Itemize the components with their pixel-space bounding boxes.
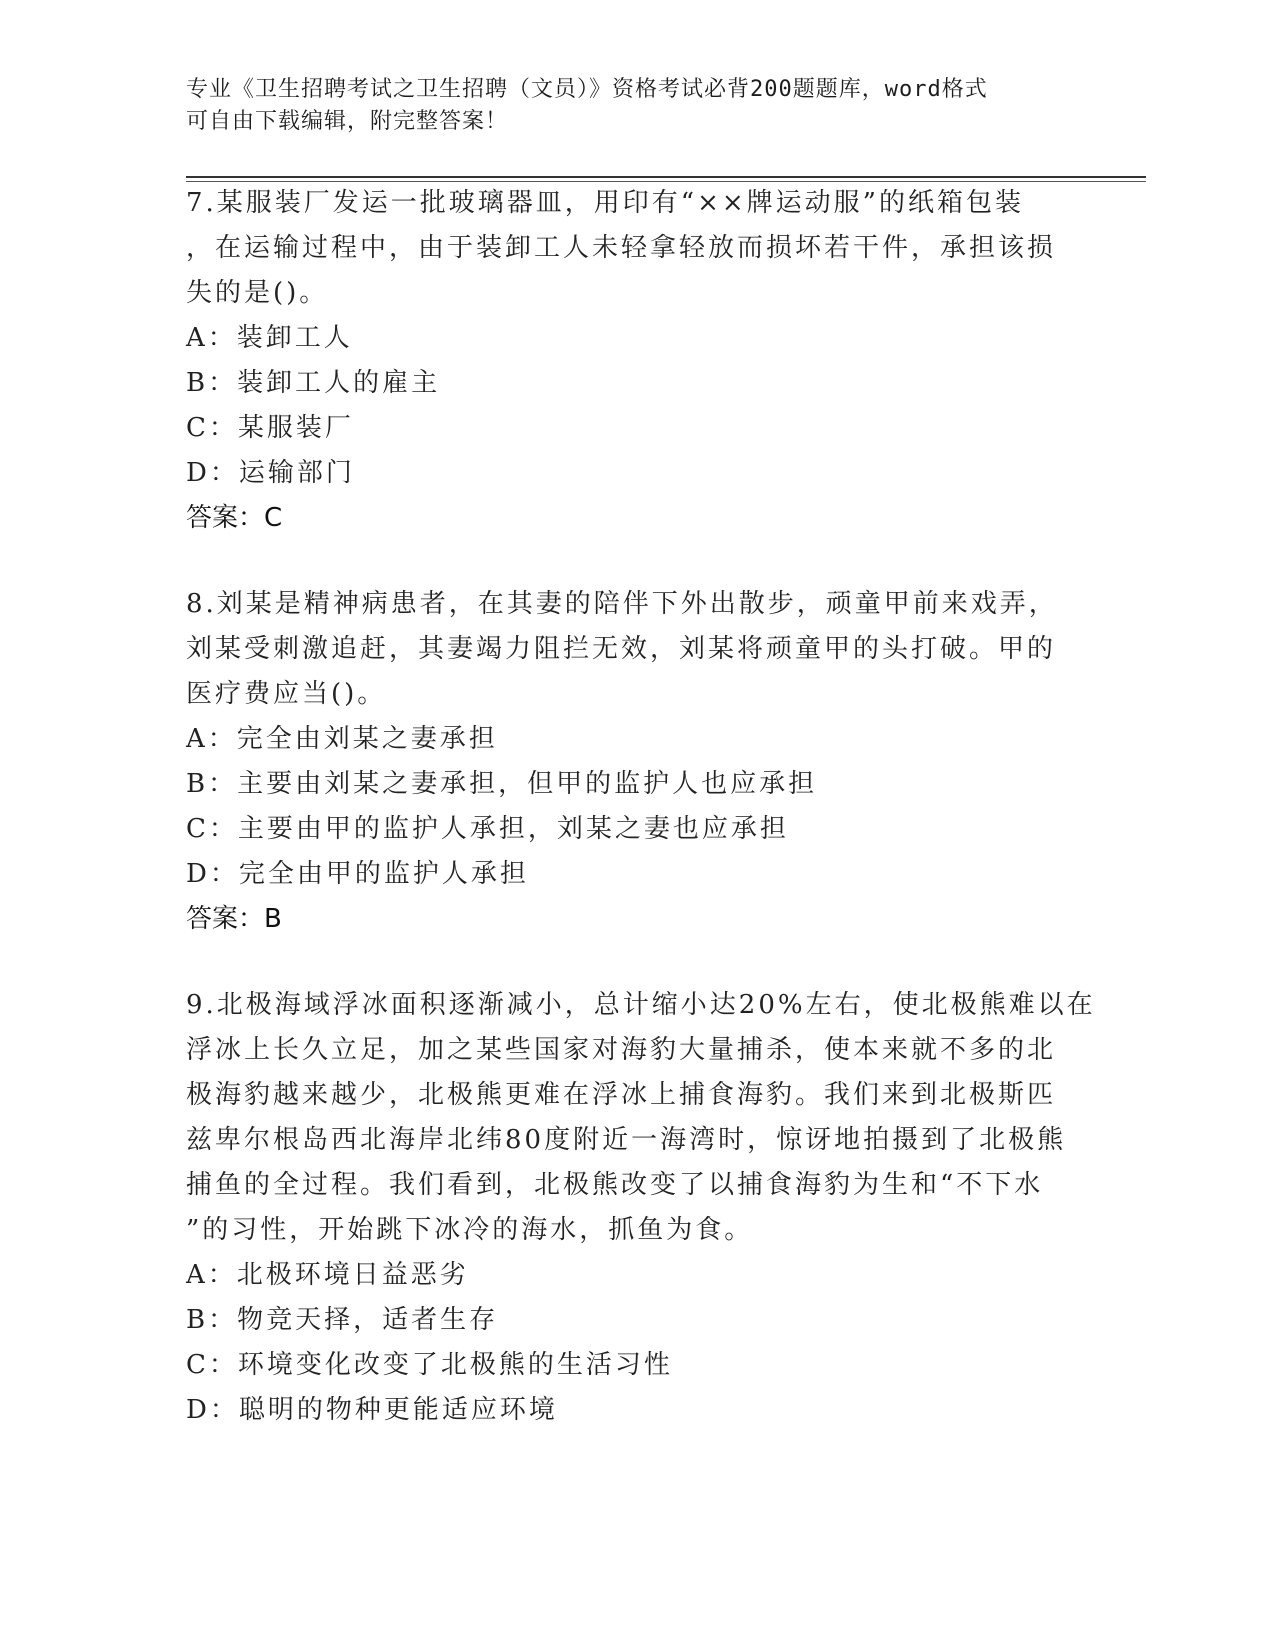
question-text-line: 兹卑尔根岛西北海岸北纬80度附近一海湾时，惊讶地拍摄到了北极熊: [186, 1125, 1067, 1155]
question-8: [186, 582, 1086, 942]
question-text-line: 医疗费应当()。: [186, 679, 387, 709]
option-b: B：装卸工人的雇主: [186, 368, 441, 398]
question-9: [186, 983, 1096, 1433]
option-a: A：北极环境日益恶劣: [186, 1260, 469, 1290]
question-text-line: 极海豹越来越少，北极熊更难在浮冰上捕食海豹。我们来到北极斯匹: [186, 1080, 1057, 1110]
option-d: D：聪明的物种更能适应环境: [186, 1395, 558, 1425]
document-header: [186, 74, 1066, 138]
question-7: [186, 181, 1086, 541]
answer-line: 答案：B: [186, 904, 282, 934]
question-text-line: ，在运输过程中，由于装卸工人未轻拿轻放而损坏若干件，承担该损: [186, 233, 1057, 263]
option-a: A：装卸工人: [186, 323, 353, 353]
option-a: A：完全由刘某之妻承担: [186, 724, 498, 754]
option-c: C：环境变化改变了北极熊的生活习性: [186, 1350, 673, 1380]
question-text-line: 9.北极海域浮冰面积逐渐减小，总计缩小达20%左右，使北极熊难以在: [186, 990, 1096, 1020]
option-c: C：某服装厂: [186, 413, 354, 443]
header-divider-thick: [186, 176, 1146, 178]
answer-line: 答案：C: [186, 503, 283, 533]
question-text-line: 刘某受刺激追赶，其妻竭力阻拦无效，刘某将顽童甲的头打破。甲的: [186, 634, 1057, 664]
question-text-line: 失的是()。: [186, 278, 329, 308]
option-b: B：主要由刘某之妻承担，但甲的监护人也应承担: [186, 769, 818, 799]
option-d: D：运输部门: [186, 458, 355, 488]
option-d: D：完全由甲的监护人承担: [186, 859, 529, 889]
option-c: C：主要由甲的监护人承担，刘某之妻也应承担: [186, 814, 789, 844]
option-b: B：物竞天择，适者生存: [186, 1305, 499, 1335]
question-text-line: 8.刘某是精神病患者，在其妻的陪伴下外出散步，顽童甲前来戏弄，: [186, 589, 1058, 619]
header-title-line-1: 专业《卫生招聘考试之卫生招聘（文员）》资格考试必背200题题库，word格式: [186, 77, 988, 102]
question-text-line: 7.某服装厂发运一批玻璃器皿，用印有“××牌运动服”的纸箱包装: [186, 188, 1024, 218]
question-text-line: 捕鱼的全过程。我们看到，北极熊改变了以捕食海豹为生和“不下水: [186, 1170, 1044, 1200]
question-text-line: 浮冰上长久立足，加之某些国家对海豹大量捕杀，使本来就不多的北: [186, 1035, 1057, 1065]
question-text-line: ”的习性，开始跳下冰冷的海水，抓鱼为食。: [186, 1215, 754, 1245]
header-title-line-2: 可自由下载编辑，附完整答案！: [186, 109, 509, 134]
